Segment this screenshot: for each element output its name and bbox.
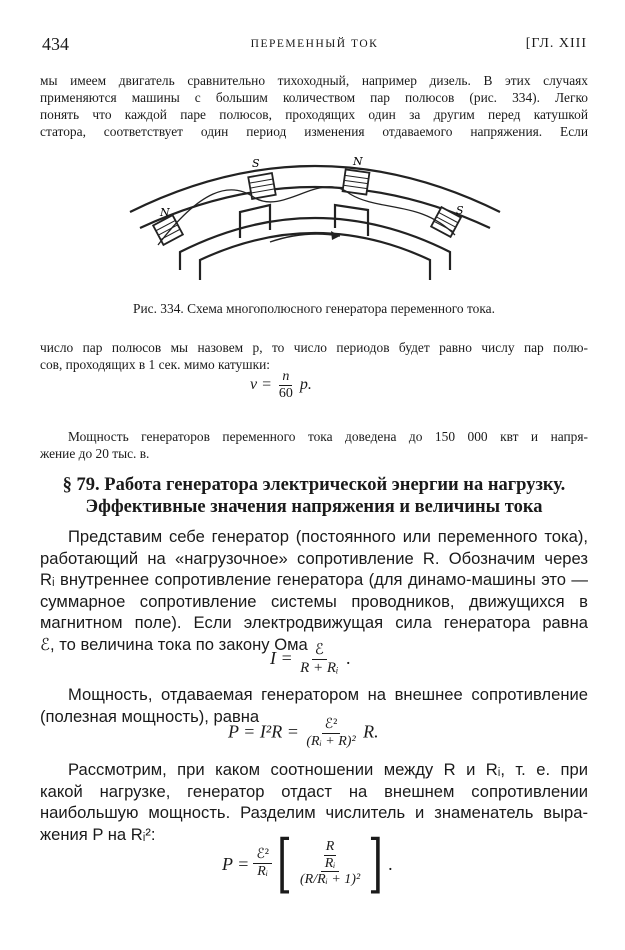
text-line: сов, проходящих в 1 сек. мимо катушки: xyxy=(40,357,270,372)
text-line: статора, соответствует один период изменения отдаваемого напряжения. Если xyxy=(40,124,588,139)
eq-tail: . xyxy=(388,853,393,874)
text-line: суммарное сопротивление системы проводников, движущихся в xyxy=(40,591,588,611)
ohm-law-equation xyxy=(270,643,350,676)
text-line: жения P на Rᵢ²: xyxy=(40,824,156,844)
fraction-denominator: Rᵢ xyxy=(257,864,269,880)
power-note xyxy=(40,428,588,462)
text-line: применяются машины с большим количеством пар полюсов (рис. 334). Легко xyxy=(40,90,588,105)
fraction xyxy=(303,718,358,749)
inner-numerator-bottom: Rᵢ xyxy=(324,855,336,871)
fraction-numerator: n xyxy=(279,370,292,386)
fraction xyxy=(253,848,272,879)
section-heading-line: § 79. Работа генератора электрической энергии на нагрузку. xyxy=(62,475,566,495)
fraction-denominator: (Rᵢ + R)² xyxy=(306,733,356,749)
rotor-rim xyxy=(180,218,450,270)
stator-coil xyxy=(343,169,370,194)
formula-rhs: p. xyxy=(299,376,312,394)
text-line: какой нагрузке, генератор отдаст на внешнем сопротивлении xyxy=(40,781,588,801)
running-title: ПЕРЕМЕННЫЙ ТОК xyxy=(250,38,379,50)
eq-lhs: P = I²R = xyxy=(228,721,299,742)
text-line: Мощность, отдаваемая генератором на внешнее сопротивление xyxy=(68,685,588,704)
nested-denominator: (R/Rᵢ + 1)² xyxy=(299,872,361,888)
section-heading xyxy=(40,474,588,518)
intro-paragraph xyxy=(40,72,588,140)
page-number: 434 xyxy=(42,34,69,54)
divided-power-equation xyxy=(222,827,393,901)
nested-fraction xyxy=(297,840,363,887)
text-line: Rᵢ внутреннее сопротивление генератора (для динамо-машины это — xyxy=(40,570,588,589)
eq-tail: R. xyxy=(363,721,379,742)
poles-paragraph xyxy=(40,339,588,373)
text-line: магнитном поле). Если электродвижущая сила генератора равна xyxy=(40,613,588,632)
nested-numerator xyxy=(321,840,340,872)
pole-label: N xyxy=(353,155,363,168)
running-head xyxy=(42,34,587,58)
text-line: ℰ, то величина тока по закону Ома xyxy=(40,634,308,654)
figure-caption: Рис. 334. Схема многополюсного генератора переменного тока. xyxy=(133,301,495,316)
right-bracket: ] xyxy=(368,827,384,901)
text-line: работающий на «нагрузочное» сопротивление R. Обозначим через xyxy=(40,548,588,568)
body-paragraph xyxy=(40,526,588,655)
pole-label: S xyxy=(252,157,260,170)
formula-lhs: ν = xyxy=(250,376,272,394)
frequency-formula xyxy=(250,370,410,418)
eq-tail: . xyxy=(345,647,351,668)
eq-lhs: P = xyxy=(222,853,250,874)
text-line: Представим себе генератор (постоянного или переменного тока), xyxy=(68,527,588,546)
stator-coil xyxy=(248,173,275,199)
fraction-numerator: ℰ xyxy=(312,643,327,660)
text-line: (полезная мощность), равна xyxy=(40,706,260,726)
fraction-denominator: R + Rᵢ xyxy=(300,659,339,676)
fraction-numerator: ℰ² xyxy=(253,848,272,864)
section-heading-line: Эффективные значения напряжения и величины тока xyxy=(85,497,543,517)
pole-label: N xyxy=(160,206,170,219)
eq-lhs: I = xyxy=(270,647,293,668)
winding-wire xyxy=(158,187,455,245)
text-line: мы имеем двигатель сравнительно тихоходный, например дизель. В этих случаях xyxy=(40,73,588,88)
text-line: наибольшую мощность. Разделим числитель и знаменатель выра- xyxy=(40,803,588,822)
multipole-generator-diagram xyxy=(120,150,510,290)
pole-label: S xyxy=(456,204,464,217)
inner-numerator-top: R xyxy=(325,839,335,855)
text-line: Мощность генераторов переменного тока доведена до 150 000 квт и напря- xyxy=(68,429,588,444)
rotation-arrow-head xyxy=(331,231,340,240)
text-line: число пар полюсов мы назовем p, то число периодов будет равно числу пар полю- xyxy=(40,340,588,355)
chapter-reference: [ГЛ. XIII xyxy=(525,36,587,51)
fraction xyxy=(276,370,296,401)
fraction xyxy=(297,643,341,676)
text-line: Рассмотрим, при каком соотношении между R и Rᵢ, т. е. при xyxy=(68,760,588,779)
rotor-inner-rim xyxy=(200,233,430,280)
power-equation xyxy=(228,718,379,749)
left-bracket: [ xyxy=(277,827,292,901)
fraction-denominator: 60 xyxy=(278,385,293,401)
text-line: жение до 20 тыс. в. xyxy=(40,446,150,461)
text-line: понять что каждой паре полюсов, проходящих один за другим перед катушкой xyxy=(40,107,588,122)
fraction-numerator: ℰ² xyxy=(322,718,341,734)
